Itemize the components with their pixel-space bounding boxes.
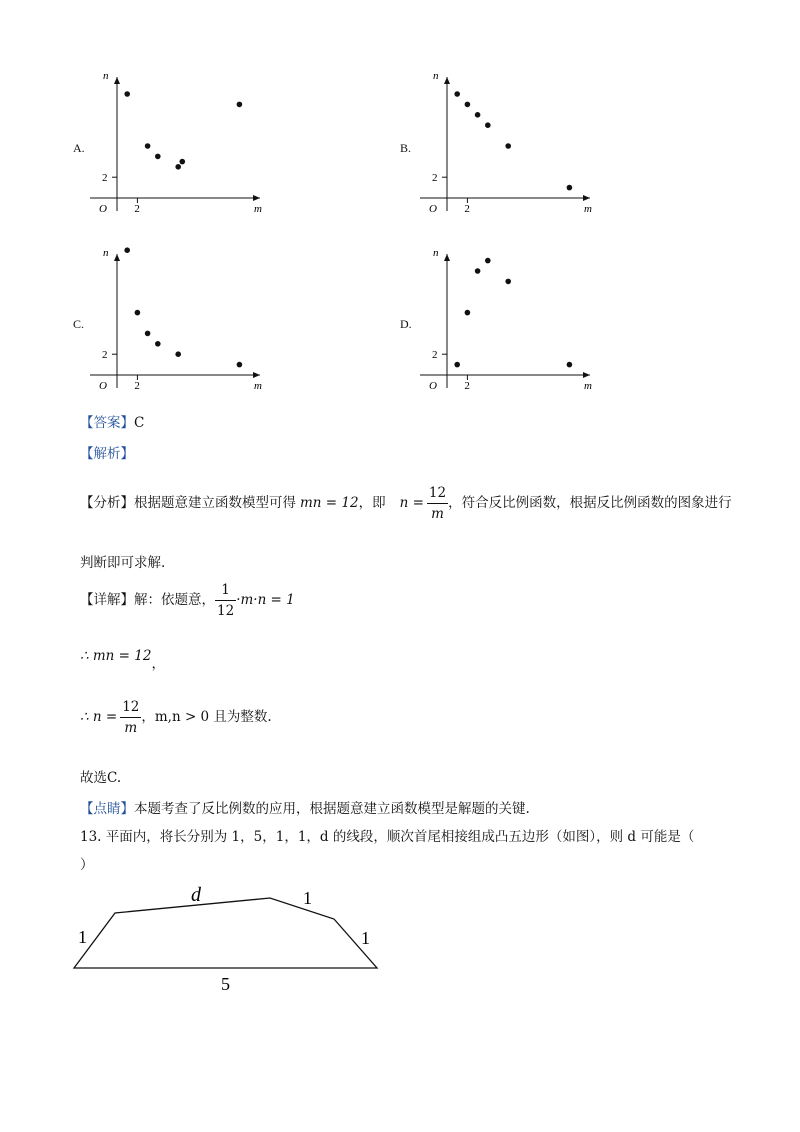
x-axis-label: m <box>254 203 262 215</box>
fenxi-text-3: ，符合反比例函数，根据反比例函数的图象进行 <box>448 495 732 511</box>
detail-label: 【详解】 <box>80 592 134 608</box>
data-point <box>465 102 471 108</box>
detail-text: 解：依题意， <box>134 592 215 608</box>
y-tick-label: 2 <box>102 172 108 185</box>
x-axis-arrow <box>253 372 260 378</box>
y-axis-label: n <box>433 247 439 259</box>
data-point <box>475 268 481 274</box>
side-label-top: d <box>191 884 201 906</box>
answer-value: C <box>134 415 145 431</box>
data-point <box>237 362 243 368</box>
fenxi-text-1: 根据题意建立函数模型可得 <box>134 495 296 511</box>
fraction-numerator: 12 <box>427 483 448 504</box>
data-point <box>505 143 511 149</box>
y-axis-arrow <box>444 254 450 261</box>
fenxi-fraction <box>427 483 448 524</box>
detail-line-2 <box>80 646 165 672</box>
y-axis-arrow <box>114 254 120 261</box>
side-label-left: 1 <box>78 927 87 947</box>
data-point <box>237 102 243 108</box>
data-point <box>135 310 141 316</box>
y-axis-arrow <box>444 77 450 84</box>
option-c <box>60 232 290 397</box>
data-point <box>145 331 151 337</box>
x-tick-label: 2 <box>134 380 140 392</box>
y-tick-label: 2 <box>102 349 108 362</box>
analysis-heading <box>80 444 134 464</box>
data-point <box>155 154 161 160</box>
fraction-numerator: 12 <box>120 697 141 718</box>
option-label: C. <box>73 317 85 331</box>
scatter-plot-d <box>390 232 620 397</box>
x-tick-label: 2 <box>464 380 470 392</box>
data-point <box>485 122 491 128</box>
detail-fraction <box>215 580 236 621</box>
fenxi-n-eq: n = <box>399 495 424 511</box>
data-point <box>124 247 130 253</box>
fenxi-line-2: 判断即可求解. <box>80 555 166 571</box>
option-label: A. <box>73 141 85 155</box>
detail-condition: ，m,n > 0 且为整数. <box>141 709 272 725</box>
x-tick-label: 2 <box>464 203 470 215</box>
fenxi-equation: mn = 12 <box>300 495 359 511</box>
x-axis-label: m <box>584 203 592 215</box>
side-label-right: 1 <box>361 928 370 948</box>
y-axis-label: n <box>103 247 109 259</box>
option-label: D. <box>400 317 412 331</box>
question-13-line-2: ） <box>80 857 94 873</box>
x-axis-arrow <box>253 195 260 201</box>
origin-label: O <box>429 380 437 392</box>
comment-line <box>80 799 530 819</box>
comment-label: 【点睛】 <box>80 801 134 817</box>
fenxi-label: 【分析】 <box>80 495 134 511</box>
detail-line-3 <box>80 695 272 739</box>
side-label-bottom: 5 <box>221 974 230 994</box>
y-axis-arrow <box>114 77 120 84</box>
fraction-numerator: 1 <box>215 580 236 601</box>
detail-n-eq: ∴ n = <box>80 709 118 725</box>
fraction-denominator: 12 <box>217 602 235 619</box>
origin-label: O <box>429 203 437 215</box>
data-point <box>475 112 481 118</box>
data-point <box>485 258 491 264</box>
x-axis-arrow <box>583 372 590 378</box>
side-label-upper-right: 1 <box>303 888 312 908</box>
data-point <box>465 310 471 316</box>
fenxi-text-2: ，即 <box>358 495 386 511</box>
y-axis-label: n <box>103 70 109 82</box>
comment-text: 本题考查了反比例数的应用，根据题意建立函数模型是解题的关键. <box>134 801 530 817</box>
origin-label: O <box>99 203 107 215</box>
detail-equation: ·m·n = 1 <box>236 592 295 608</box>
detail-fraction-2 <box>120 697 141 738</box>
x-axis-label: m <box>254 380 262 392</box>
data-point <box>175 351 181 357</box>
data-point <box>179 159 185 165</box>
data-point <box>155 341 161 347</box>
y-tick-label: 2 <box>432 349 438 362</box>
choose-line: 故选C. <box>80 770 122 786</box>
comma: ， <box>151 656 165 672</box>
data-point <box>567 362 573 368</box>
fraction-denominator: m <box>124 719 138 736</box>
origin-label: O <box>99 380 107 392</box>
y-axis-label: n <box>433 70 439 82</box>
detail-mn: ∴ mn = 12 <box>80 648 152 664</box>
x-tick-label: 2 <box>134 203 140 215</box>
option-a <box>60 55 290 220</box>
answer-line <box>80 413 144 433</box>
x-axis-label: m <box>584 380 592 392</box>
y-tick-label: 2 <box>432 172 438 185</box>
data-point <box>567 185 573 191</box>
pentagon-figure <box>60 878 400 998</box>
data-point <box>175 164 181 170</box>
pentagon-shape <box>74 898 377 968</box>
analysis-label: 【解析】 <box>80 446 134 462</box>
question-13-line-1: 13. 平面内，将长分别为 1，5，1，1，d 的线段，顺次首尾相接组成凸五边形（如图），则 d 可能是（ <box>80 829 695 845</box>
data-point <box>124 91 130 97</box>
fraction-denominator: m <box>431 505 444 522</box>
data-point <box>454 362 460 368</box>
detail-line-1 <box>80 578 295 622</box>
fenxi-line <box>80 478 732 528</box>
option-d <box>390 232 620 397</box>
option-b <box>390 55 620 220</box>
x-axis-arrow <box>583 195 590 201</box>
option-label: B. <box>400 141 412 155</box>
scatter-plot-a <box>60 55 290 220</box>
data-point <box>505 279 511 285</box>
data-point <box>454 91 460 97</box>
scatter-plot-c <box>60 232 290 397</box>
data-point <box>145 143 151 149</box>
scatter-plot-b <box>390 55 620 220</box>
answer-label: 【答案】 <box>80 415 134 431</box>
